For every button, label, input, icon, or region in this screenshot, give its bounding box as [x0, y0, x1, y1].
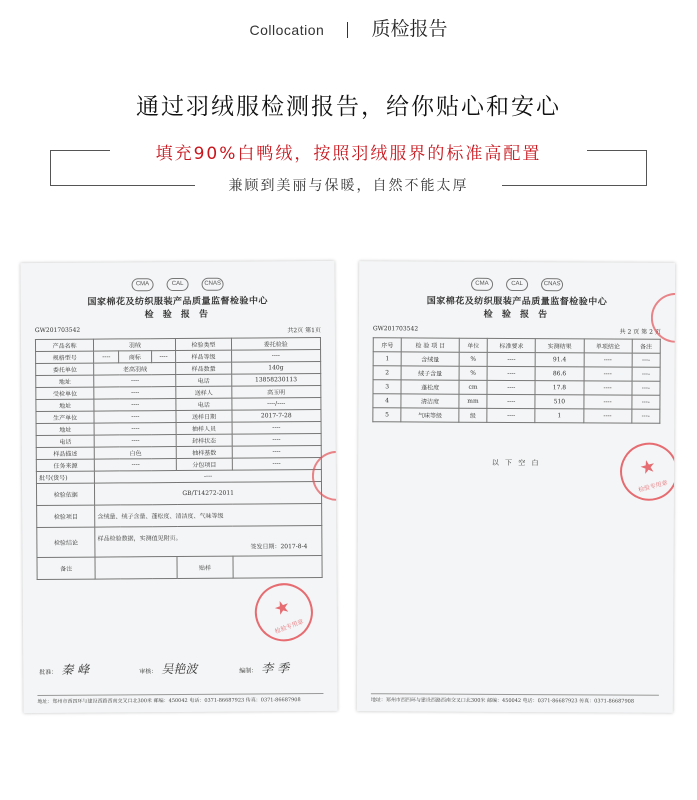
org-name: 国家棉花及纺织服装产品质量监督检验中心 — [87, 296, 268, 308]
table-cell: 封样状态 — [177, 434, 232, 446]
table-cell: 3 — [373, 380, 401, 394]
table-cell: ---- — [94, 387, 176, 400]
table-cell: ---- — [94, 423, 176, 436]
column-header: 序号 — [373, 338, 401, 352]
table-cell: ---- — [94, 435, 176, 448]
table-cell: GB/T14272-2011 — [95, 482, 322, 506]
table-cell: ---- — [583, 409, 631, 423]
report-footer: 地址：郑州市西四环与建设西路西南交叉口北300米 邮编：450042 电话：0371-86687923 传真：0371-86687908 — [371, 693, 659, 705]
official-seal — [247, 575, 322, 650]
conclusion-text: 样品检验数据，实测值见附页。 — [97, 534, 182, 543]
table-cell: ---- — [487, 394, 535, 408]
official-seal — [614, 436, 676, 507]
table-cell: ---- — [95, 459, 177, 472]
table-cell: 清洁度 — [401, 394, 459, 408]
table-cell: 86.6 — [535, 367, 583, 381]
table-cell: 受检单位 — [36, 387, 94, 399]
table-cell: 检验结论 — [37, 527, 95, 557]
subtitle-red: 填充90%白鸭绒，按照羽绒服界的标准高配置 — [155, 144, 542, 164]
table-cell: 绒子含量 — [401, 366, 459, 380]
table-cell: 老高羽绒 — [94, 363, 176, 376]
cal-logo-icon: CAL — [167, 278, 189, 291]
table-cell: 委托检验 — [231, 338, 321, 351]
table-cell: 含绒量 — [401, 352, 459, 366]
table-cell: 样品数量 — [176, 362, 231, 374]
table-cell: % — [459, 366, 487, 380]
table-row — [37, 556, 322, 580]
seal-text: 检验专用章 — [273, 618, 305, 636]
table-cell: ----/---- — [231, 398, 321, 411]
table-cell: 1 — [535, 409, 583, 423]
table-cell: 批号(货号) — [36, 471, 94, 483]
table-cell: ---- — [583, 381, 631, 395]
table-cell: ---- — [632, 381, 660, 395]
table-cell: 地址 — [36, 375, 94, 387]
cnas-logo-icon: CNAS — [541, 278, 563, 291]
conclusion-sign: 签发日期：2017-8-4 — [250, 542, 308, 551]
table-cell: 抽样基数 — [177, 446, 232, 458]
table-cell: 规格型号 — [36, 351, 94, 363]
review-handwriting: 吴艳波 — [161, 661, 198, 677]
table-cell: 电话 — [176, 374, 231, 386]
table-cell: ---- — [632, 395, 660, 409]
table-cell: ---- — [487, 366, 535, 380]
table-row — [373, 394, 660, 410]
table-cell: mm — [459, 394, 487, 408]
table-cell: ---- — [632, 409, 660, 423]
table-row — [373, 366, 660, 382]
table-cell: 委托单位 — [36, 363, 94, 375]
table-cell: 级 — [459, 408, 487, 422]
table-row — [373, 408, 660, 424]
table-row — [36, 482, 321, 506]
table-cell: 贴样 — [177, 556, 232, 578]
approve-handwriting: 秦 峰 — [61, 662, 90, 677]
table-cell — [233, 556, 323, 579]
table-cell: 2017-7-28 — [231, 410, 321, 423]
table-cell: ---- — [632, 367, 660, 381]
report-meta — [35, 325, 321, 334]
table-row — [373, 352, 660, 368]
report-number: GW201703542 — [372, 325, 419, 333]
org-name: 国家棉花及纺织服装产品质量监督检验中心 — [426, 296, 608, 308]
table-cell: 4 — [373, 394, 401, 408]
column-header: 备注 — [632, 339, 660, 353]
table-cell: ---- — [94, 411, 176, 424]
table-cell: ---- — [584, 353, 632, 367]
table-cell: 送样日期 — [176, 410, 231, 422]
table-cell: 91.4 — [535, 353, 583, 367]
seal-text: 检验专用章 — [637, 479, 669, 494]
table-cell: 白色 — [95, 447, 177, 460]
table-cell — [95, 526, 322, 558]
table-cell: 产品名称 — [35, 339, 93, 351]
table-cell: ---- — [232, 446, 322, 459]
table-cell: ---- — [94, 351, 119, 363]
column-header: 单项结论 — [584, 339, 632, 353]
table-cell — [95, 557, 177, 580]
editor-signature — [239, 659, 289, 676]
table-cell: 2 — [373, 366, 401, 380]
editor-handwriting: 李 季 — [261, 661, 290, 676]
report-title: 检 验 报 告 — [483, 309, 551, 321]
table-cell: ---- — [232, 434, 322, 447]
table-cell: % — [459, 352, 487, 366]
cal-logo-icon: CAL — [506, 278, 528, 291]
report-meta — [373, 325, 661, 334]
table-cell: ---- — [487, 408, 535, 422]
table-cell: ---- — [232, 458, 322, 471]
cma-logo-icon: CMA — [131, 278, 153, 291]
report-table — [35, 337, 323, 580]
signatures — [39, 659, 321, 681]
table-cell: 高玉明 — [231, 386, 321, 399]
editor-label: 编制： — [239, 667, 258, 675]
table-cell: 电话 — [176, 398, 231, 410]
cert-logos — [20, 269, 334, 292]
column-header: 实测结果 — [536, 339, 584, 353]
table-cell: 样品等级 — [176, 350, 231, 362]
table-cell: 5 — [373, 408, 401, 422]
table-cell: 任务来源 — [36, 459, 94, 471]
section-header-en: Collocation — [249, 22, 325, 38]
table-cell: 检验依据 — [36, 483, 94, 505]
table-cell: ---- — [94, 375, 176, 388]
table-cell: 商标 — [119, 351, 151, 363]
table-cell: 分包项目 — [177, 458, 232, 470]
table-cell: ---- — [95, 470, 322, 484]
page-indicator: 共 2 页 第 2 页 — [619, 328, 661, 336]
page-indicator: 共2页 第1页 — [287, 327, 321, 335]
table-cell: 蓬松度 — [401, 380, 459, 394]
table-header-row — [373, 338, 660, 354]
blank-below-note: 以 下 空 白 — [491, 458, 541, 468]
report-number: GW201703542 — [34, 326, 81, 335]
table-cell: 羽绒 — [94, 339, 176, 352]
table-cell: 13858230113 — [231, 374, 321, 387]
table-cell: ---- — [231, 350, 321, 363]
report-page-2 — [357, 261, 675, 713]
column-header: 检 验 项 目 — [401, 338, 459, 352]
approve-signature — [39, 661, 89, 678]
seal-star-icon: ★ — [271, 595, 294, 621]
report-page-1 — [20, 261, 337, 713]
table-row — [37, 526, 322, 558]
table-cell: 送样人 — [176, 386, 231, 398]
table-cell: 含绒量、绒子含量、蓬松度、清洁度、气味等级 — [95, 504, 322, 528]
header-divider — [347, 22, 348, 38]
table-cell: ---- — [584, 367, 632, 381]
table-cell: 备注 — [37, 557, 95, 579]
section-header — [0, 14, 697, 41]
table-cell: 电话 — [36, 435, 94, 447]
table-cell: 地址 — [36, 423, 94, 435]
results-table — [372, 337, 660, 424]
report-title: 检 验 报 告 — [144, 309, 212, 321]
column-header: 单位 — [459, 338, 487, 352]
cert-logos — [359, 269, 675, 292]
column-header: 标准要求 — [487, 338, 535, 352]
table-cell: ---- — [232, 422, 322, 435]
table-cell: 气味等级 — [401, 408, 459, 422]
table-cell: ---- — [94, 399, 176, 412]
table-cell: 1 — [373, 352, 401, 366]
table-cell: 140g — [231, 362, 321, 375]
section-header-cn: 质检报告 — [371, 18, 448, 40]
table-row — [37, 504, 322, 528]
table-cell: 地址 — [36, 399, 94, 411]
review-signature — [139, 660, 197, 677]
table-cell: 样品描述 — [36, 447, 94, 459]
table-cell: 抽样人员 — [176, 422, 231, 434]
cnas-logo-icon: CNAS — [202, 278, 224, 291]
headline: 通过羽绒服检测报告，给你贴心和安心 — [136, 94, 561, 120]
approve-label: 批准： — [39, 668, 58, 676]
table-cell: 检验项目 — [37, 505, 95, 527]
table-cell: 17.8 — [535, 381, 583, 395]
table-cell: 510 — [535, 395, 583, 409]
table-cell: ---- — [487, 352, 535, 366]
table-cell: ---- — [151, 351, 176, 363]
table-cell: 检验类型 — [176, 338, 231, 350]
table-cell: ---- — [632, 353, 660, 367]
cma-logo-icon: CMA — [471, 278, 493, 291]
seal-star-icon: ★ — [637, 455, 659, 480]
table-cell: cm — [459, 380, 487, 394]
table-cell: ---- — [487, 380, 535, 394]
subtitle-grey: 兼顾到美丽与保暖，自然不能太厚 — [228, 178, 469, 194]
table-cell: ---- — [583, 395, 631, 409]
review-label: 审核： — [139, 668, 158, 676]
report-footer: 地址：郑州市西四环与建设西路西南交叉口北300米 邮编：450042 电话：0371-86687923 传真：0371-86687908 — [37, 693, 323, 705]
table-cell: 生产单位 — [36, 411, 94, 423]
table-row — [373, 380, 660, 396]
